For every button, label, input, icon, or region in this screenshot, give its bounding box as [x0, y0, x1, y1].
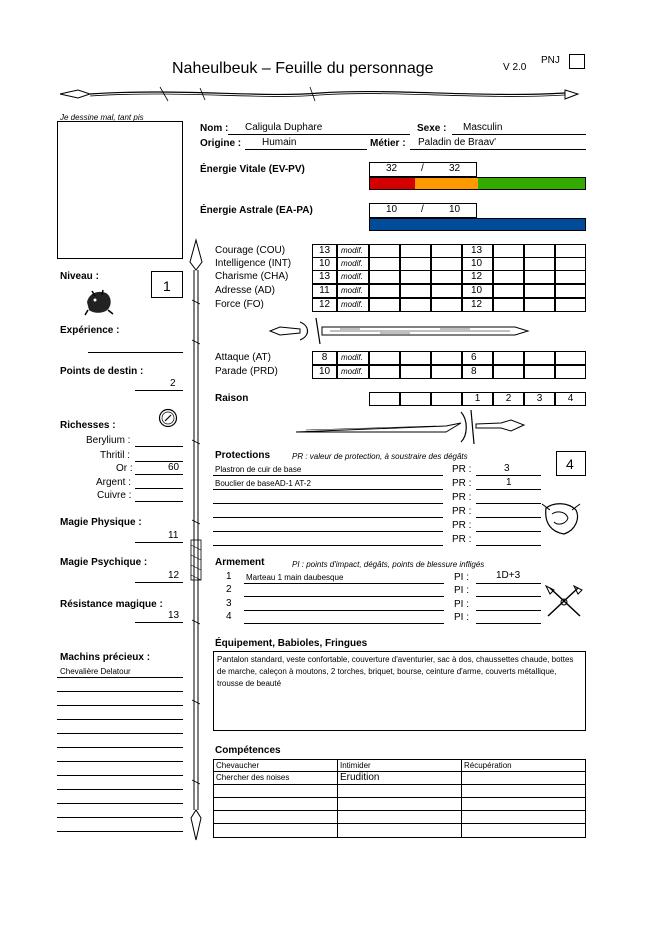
weapon-name[interactable]: Marteau 1 main daubesque — [246, 573, 344, 582]
stat-total[interactable]: 12 — [462, 298, 493, 312]
pnj-label: PNJ — [541, 55, 560, 66]
stat-extra-1[interactable] — [493, 244, 524, 258]
richesses-label: Richesses : — [60, 420, 116, 431]
competence-cell[interactable] — [337, 784, 462, 798]
destin-value[interactable]: 2 — [170, 378, 176, 389]
weapon-pi[interactable]: 1D+3 — [496, 570, 521, 581]
stat-extra-2[interactable] — [524, 284, 555, 298]
stat-modif-1[interactable] — [369, 270, 400, 284]
stat-extra-3[interactable] — [555, 284, 586, 298]
stat-extra-2[interactable] — [524, 257, 555, 271]
stat-extra-1[interactable] — [493, 270, 524, 284]
competence-cell[interactable]: Erudition — [337, 771, 462, 785]
berylium-label: Berylium : — [86, 435, 131, 446]
origine-label: Origine : — [200, 138, 242, 149]
stat-base[interactable]: 12 — [312, 298, 337, 312]
competences-title: Compétences — [215, 745, 281, 756]
pi-label: PI : — [454, 585, 470, 596]
machins-label: Machins précieux : — [60, 652, 151, 663]
portrait-box[interactable] — [57, 121, 183, 259]
combat-label: Attaque (AT) — [215, 352, 271, 363]
stat-modif-2[interactable] — [400, 270, 431, 284]
pr-label: PR : — [452, 520, 472, 531]
combat-base[interactable]: 8 — [312, 351, 337, 365]
nom-label: Nom : — [200, 123, 229, 134]
combat-total[interactable]: 8 — [462, 365, 493, 379]
sword-ornament-2 — [296, 410, 526, 444]
pr-label: PR : — [452, 464, 472, 475]
ev-current: 32 — [386, 163, 398, 174]
combat-modif-1[interactable] — [369, 365, 400, 379]
stat-total[interactable]: 12 — [462, 270, 493, 284]
thritil-label: Thritil : — [100, 450, 130, 461]
metier-label: Métier : — [370, 138, 406, 149]
weapon-number: 4 — [226, 611, 232, 622]
combat-extra-3[interactable] — [555, 351, 586, 365]
stat-modif-1[interactable] — [369, 244, 400, 258]
magie-physique-value[interactable]: 11 — [168, 530, 179, 541]
argent-label: Argent : — [96, 477, 132, 488]
stat-modif-3[interactable] — [431, 244, 462, 258]
stat-extra-1[interactable] — [493, 257, 524, 271]
competence-cell[interactable] — [213, 823, 338, 838]
protection-name[interactable]: Plastron de cuir de base — [215, 465, 302, 474]
stat-base[interactable]: 13 — [312, 270, 337, 284]
ev-label: Énergie Vitale (EV-PV) — [200, 164, 305, 175]
stat-extra-3[interactable] — [555, 257, 586, 271]
stat-modif-3[interactable] — [431, 298, 462, 312]
raison-cell-blank-1[interactable] — [369, 392, 400, 406]
competence-cell[interactable]: Intimider — [337, 759, 462, 772]
competence-cell[interactable]: Chercher des noises — [213, 771, 338, 785]
ev-bar-orange — [415, 178, 478, 189]
raison-label: Raison — [215, 393, 249, 404]
weapon-number: 2 — [226, 584, 232, 595]
sexe-label: Sexe : — [417, 123, 447, 134]
crossed-weapons-icon — [544, 584, 584, 620]
weapon-number: 3 — [226, 598, 232, 609]
portrait-caption: Je dessine mal, tant pis — [60, 113, 144, 122]
pnj-checkbox[interactable] — [569, 54, 585, 69]
stat-base[interactable]: 11 — [312, 284, 337, 298]
stat-extra-3[interactable] — [555, 298, 586, 312]
equipement-title: Équipement, Babioles, Fringues — [215, 638, 368, 649]
origine-value[interactable]: Humain — [262, 137, 297, 148]
stat-extra-1[interactable] — [493, 298, 524, 312]
stat-label: Force (FO) — [215, 299, 264, 310]
stat-modif-3[interactable] — [431, 284, 462, 298]
or-label: Or : — [116, 463, 133, 474]
competence-cell[interactable] — [461, 810, 586, 824]
pi-label: PI : — [454, 599, 470, 610]
stat-modif-2[interactable] — [400, 257, 431, 271]
stat-total[interactable]: 10 — [462, 284, 493, 298]
protections-title: Protections — [215, 450, 271, 461]
stat-total[interactable]: 10 — [462, 257, 493, 271]
armement-title: Armement — [215, 557, 265, 568]
combat-modif-2[interactable] — [400, 351, 431, 365]
competence-cell[interactable] — [337, 797, 462, 811]
competence-cell[interactable] — [337, 810, 462, 824]
competence-cell[interactable]: Récupération — [461, 759, 586, 772]
ea-current: 10 — [386, 204, 398, 215]
combat-base[interactable]: 10 — [312, 365, 337, 379]
protection-pr[interactable]: 3 — [504, 463, 510, 474]
competence-cell[interactable] — [461, 797, 586, 811]
ev-max: 32 — [449, 163, 461, 174]
raison-cell-blank-2[interactable] — [400, 392, 431, 406]
stat-modif-label: modif. — [337, 284, 369, 298]
stat-extra-2[interactable] — [524, 298, 555, 312]
combat-extra-2[interactable] — [524, 351, 555, 365]
combat-modif-label: modif. — [337, 365, 369, 379]
ea-max: 10 — [449, 204, 461, 215]
experience-label: Expérience : — [60, 325, 120, 336]
sword-ornament-1 — [270, 318, 530, 344]
stat-modif-3[interactable] — [431, 257, 462, 271]
magie-physique-label: Magie Physique : — [60, 517, 142, 528]
header-sword-ornament — [60, 85, 580, 105]
competence-cell[interactable] — [461, 823, 586, 838]
ev-sep: / — [421, 163, 424, 174]
pr-label: PR : — [452, 492, 472, 503]
pr-label: PR : — [452, 478, 472, 489]
ea-bar — [369, 218, 586, 231]
stat-modif-label: modif. — [337, 257, 369, 271]
stat-extra-2[interactable] — [524, 270, 555, 284]
armement-note: PI : points d'impact, dégâts, points de blessure infligés — [292, 560, 485, 569]
competence-cell[interactable] — [337, 823, 462, 838]
or-value[interactable]: 60 — [168, 462, 180, 473]
stat-extra-3[interactable] — [555, 244, 586, 258]
stat-extra-3[interactable] — [555, 270, 586, 284]
stat-modif-3[interactable] — [431, 270, 462, 284]
stat-modif-2[interactable] — [400, 298, 431, 312]
equipement-text: Pantalon standard, veste confortable, couverture d'aventurier, sac à dos, chaussettes chaude, bottes de marche, caleçon à moutons, 2 torches, briquet, bourse, ceinture d'arme, couverts métallique, trousse de beauté — [217, 655, 574, 688]
protections-total: 4 — [566, 456, 574, 472]
combat-label: Parade (PRD) — [215, 366, 278, 377]
page-title: Naheulbeuk – Feuille du personnage — [172, 60, 434, 77]
competence-cell[interactable] — [461, 784, 586, 798]
competence-cell[interactable] — [213, 810, 338, 824]
combat-modif-label: modif. — [337, 351, 369, 365]
resistance-value[interactable]: 13 — [168, 610, 180, 621]
combat-extra-1[interactable] — [493, 351, 524, 365]
shield-dragon-icon — [540, 500, 582, 536]
stat-base[interactable]: 13 — [312, 244, 337, 258]
competence-cell[interactable] — [213, 797, 338, 811]
competence-cell[interactable]: Chevaucher — [213, 759, 338, 772]
competence-cell[interactable] — [213, 784, 338, 798]
stat-modif-1[interactable] — [369, 284, 400, 298]
pi-label: PI : — [454, 572, 470, 583]
stat-label: Charisme (CHA) — [215, 271, 289, 282]
destin-label: Points de destin : — [60, 366, 144, 377]
coin-icon — [158, 408, 178, 428]
competence-cell[interactable] — [461, 771, 586, 785]
raison-cell-blank-3[interactable] — [431, 392, 462, 406]
sexe-value[interactable]: Masculin — [463, 122, 503, 133]
ev-bar-red — [370, 178, 415, 189]
pr-label: PR : — [452, 534, 472, 545]
combat-extra-2[interactable] — [524, 365, 555, 379]
stat-modif-2[interactable] — [400, 244, 431, 258]
cuivre-label: Cuivre : — [97, 490, 132, 501]
magie-psychique-value[interactable]: 12 — [168, 570, 180, 581]
protections-note: PR : valeur de protection, à soustraire des dégâts — [292, 452, 468, 461]
ea-sep: / — [421, 204, 424, 215]
version-label: V 2.0 — [503, 62, 527, 73]
combat-extra-1[interactable] — [493, 365, 524, 379]
boar-emblem-icon — [84, 288, 114, 316]
stat-extra-2[interactable] — [524, 244, 555, 258]
protection-pr[interactable]: 1 — [506, 477, 512, 488]
stat-label: Adresse (AD) — [215, 285, 276, 296]
combat-modif-3[interactable] — [431, 351, 462, 365]
niveau-value: 1 — [163, 278, 171, 294]
spear-ornament — [186, 240, 206, 840]
stat-modif-label: modif. — [337, 244, 369, 258]
weapon-number: 1 — [226, 571, 232, 582]
niveau-label: Niveau : — [60, 271, 99, 282]
stat-modif-label: modif. — [337, 298, 369, 312]
stat-modif-1[interactable] — [369, 257, 400, 271]
combat-extra-3[interactable] — [555, 365, 586, 379]
combat-total[interactable]: 6 — [462, 351, 493, 365]
raison-col-3[interactable]: 3 — [524, 392, 555, 406]
protection-name[interactable]: Bouclier de baseAD-1 AT-2 — [215, 479, 311, 488]
pr-label: PR : — [452, 506, 472, 517]
raison-col-2[interactable]: 2 — [493, 392, 524, 406]
equipement-box[interactable] — [213, 651, 586, 731]
ea-label: Énergie Astrale (EA-PA) — [200, 205, 313, 216]
combat-modif-1[interactable] — [369, 351, 400, 365]
resistance-label: Résistance magique : — [60, 599, 163, 610]
nom-value[interactable]: Caligula Duphare — [245, 122, 323, 133]
machins-item-1[interactable]: Chevalière Delatour — [60, 667, 131, 676]
combat-modif-3[interactable] — [431, 365, 462, 379]
stat-total[interactable]: 13 — [462, 244, 493, 258]
stat-label: Courage (COU) — [215, 245, 286, 256]
raison-col-1[interactable]: 1 — [462, 392, 493, 406]
stat-modif-2[interactable] — [400, 284, 431, 298]
ev-bar — [369, 177, 586, 190]
combat-modif-2[interactable] — [400, 365, 431, 379]
raison-col-4[interactable]: 4 — [555, 392, 586, 406]
stat-label: Intelligence (INT) — [215, 258, 292, 269]
magie-psychique-label: Magie Psychique : — [60, 557, 148, 568]
stat-base[interactable]: 10 — [312, 257, 337, 271]
stat-modif-label: modif. — [337, 270, 369, 284]
stat-modif-1[interactable] — [369, 298, 400, 312]
ev-bar-green — [478, 178, 586, 189]
pi-label: PI : — [454, 612, 470, 623]
stat-extra-1[interactable] — [493, 284, 524, 298]
metier-value[interactable]: Paladin de Braav' — [418, 137, 497, 148]
